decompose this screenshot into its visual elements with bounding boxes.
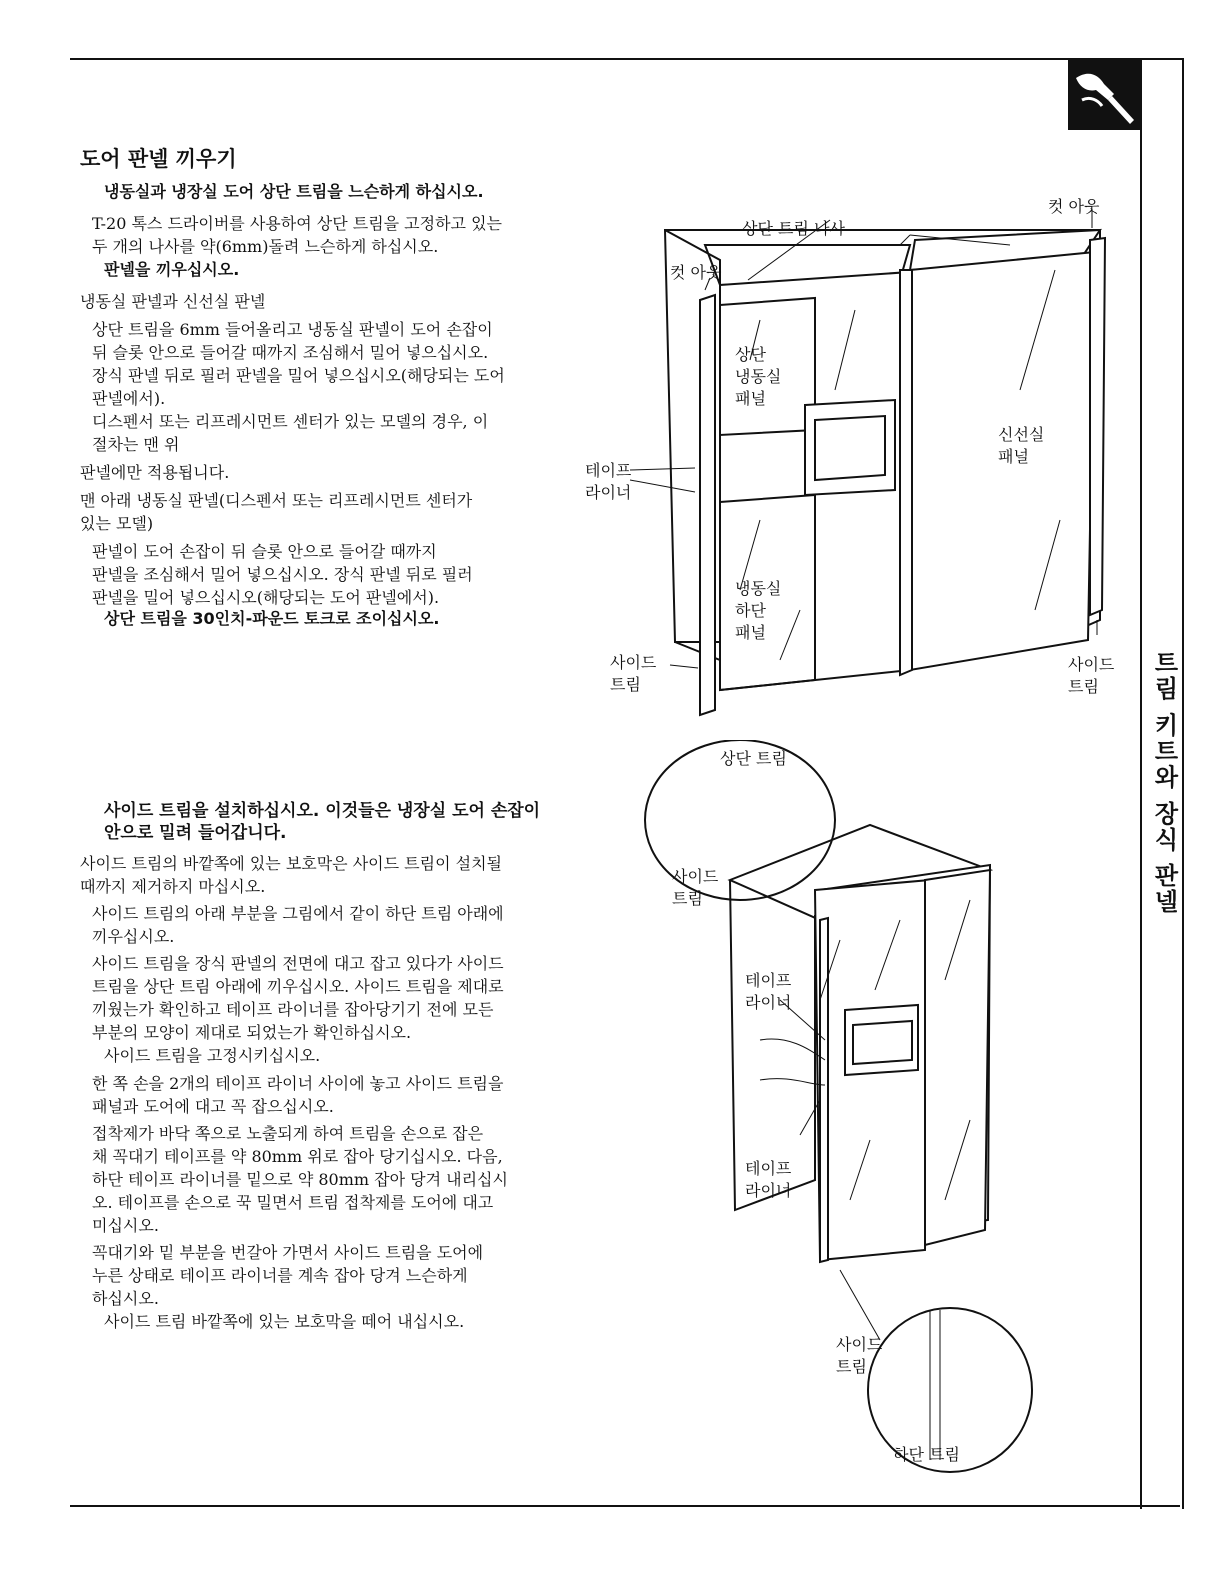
label-lower-freezer-2: 하단 xyxy=(735,601,766,620)
bottom-rule xyxy=(70,1505,1180,1507)
sub-1-line-6: 절차는 맨 위 xyxy=(92,435,180,454)
sub-1-line-1: 상단 트림을 6mm 들어올리고 냉동실 판넬이 도어 손잡이 xyxy=(92,320,493,339)
p3-3: 끼웠는가 확인하고 테이프 라이너를 잡아당기기 전에 모든 xyxy=(92,1000,494,1019)
p8: 사이드 트림 바깥쪽에 있는 보호막을 떼어 내십시오. xyxy=(104,1312,465,1331)
sub-1-line-7: 판넬에만 적용됩니다. xyxy=(80,463,230,482)
sub-2-title-2: 있는 모델) xyxy=(80,514,154,533)
label-top-trim-screw: 상단 트림 나사 xyxy=(742,219,845,238)
p6-1: 접착제가 바닥 쪽으로 노출되게 하여 트림을 손으로 잡은 xyxy=(92,1124,484,1143)
label-fresh-panel-1: 신선실 xyxy=(998,425,1045,444)
label-lower-freezer-1: 냉동실 xyxy=(735,579,782,598)
step-1-line-1: T-20 톡스 드라이버를 사용하여 상단 트림을 고정하고 있는 xyxy=(92,214,503,233)
sub-1-line-3: 장식 판넬 뒤로 필러 판넬을 밀어 넣으십시오(해당되는 도어 xyxy=(92,366,505,385)
label-upper-freezer-2: 냉동실 xyxy=(735,367,782,386)
sub-2-title-1: 맨 아래 냉동실 판넬(디스펜서 또는 리프레시먼트 센터가 xyxy=(80,491,473,510)
sub-1-line-2: 뒤 슬롯 안으로 들어갈 때까지 조심해서 밀어 넣으십시오. xyxy=(92,343,489,362)
p1-1: 사이드 트림의 바깥쪽에 있는 보호막은 사이드 트림이 설치될 xyxy=(80,854,503,873)
p2-1: 사이드 트림의 아래 부분을 그림에서 같이 하단 트림 아래에 xyxy=(92,904,504,923)
label-lower-freezer-3: 패널 xyxy=(735,623,766,642)
label-side-trim-left-1: 사이드 xyxy=(610,653,657,672)
side-trim-step-1: 사이드 트림을 설치하십시오. 이것들은 냉장실 도어 손잡이 xyxy=(104,801,541,821)
p6-2: 채 꼭대기 테이프를 약 80mm 위로 잡아 당기십시오. 다음, xyxy=(92,1147,503,1166)
label-cutout-right: 컷 아웃 xyxy=(1048,197,1100,216)
label-side-trim-bottom-2: 트림 xyxy=(836,1357,867,1376)
side-title: 트림 키트와 장식 판넬 xyxy=(1150,650,1178,916)
step-1-line-2: 두 개의 나사를 약(6mm)돌려 느슨하게 하십시오. xyxy=(92,237,439,256)
label-tape-liner-lower-2: 라이너 xyxy=(745,1181,792,1200)
p1-2: 때까지 제거하지 마십시오. xyxy=(80,877,266,896)
label-side-trim-top-1: 사이드 xyxy=(672,867,719,886)
sub-2-line-3: 판넬을 밀어 넣으십시오(해당되는 도어 판넬에서). xyxy=(92,588,440,607)
p3-2: 트림을 상단 트림 아래에 끼우십시오. 사이드 트림을 제대로 xyxy=(92,977,504,996)
p6-4: 오. 테이프를 손으로 꾹 밀면서 트림 접착제를 도어에 대고 xyxy=(92,1193,494,1212)
label-side-trim-top-2: 트림 xyxy=(672,889,703,908)
label-tape-liner-lower-1: 테이프 xyxy=(745,1159,792,1178)
label-bottom-trim: 하단 트림 xyxy=(893,1445,960,1464)
label-top-trim: 상단 트림 xyxy=(720,749,787,768)
p7-1: 꼭대기와 밑 부분을 번갈아 가면서 사이드 트림을 도어에 xyxy=(92,1243,484,1262)
section-title: 도어 판넬 끼우기 xyxy=(80,147,237,171)
sub-2-line-1: 판넬이 도어 손잡이 뒤 슬롯 안으로 들어갈 때까지 xyxy=(92,542,437,561)
p6-5: 미십시오. xyxy=(92,1216,159,1235)
step-1: 냉동실과 냉장실 도어 상단 트림을 느슨하게 하십시오. xyxy=(104,182,484,201)
p5-1: 한 쪽 손을 2개의 테이프 라이너 사이에 놓고 사이드 트림을 xyxy=(92,1074,504,1093)
step-2: 판넬을 끼우십시오. xyxy=(104,260,240,279)
p6-3: 하단 테이프 라이너를 밑으로 약 80mm 잡아 당겨 내리십시 xyxy=(92,1170,508,1189)
p5-2: 패널과 도어에 대고 꼭 잡으십시오. xyxy=(92,1097,334,1116)
p3-4: 부분의 모양이 제대로 되었는가 확인하십시오. xyxy=(92,1023,412,1042)
step-3: 상단 트림을 30인치-파운드 토크로 조이십시오. xyxy=(104,609,440,628)
label-side-trim-right-1: 사이드 xyxy=(1068,655,1115,674)
sub-1-line-4: 판넬에서). xyxy=(92,389,166,408)
label-side-trim-right-2: 트림 xyxy=(1068,677,1099,696)
p2-2: 끼우십시오. xyxy=(92,927,175,946)
label-upper-freezer-3: 패널 xyxy=(735,389,766,408)
p4: 사이드 트림을 고정시키십시오. xyxy=(104,1046,321,1065)
label-tape-liner-1: 테이프 xyxy=(585,461,632,480)
sub-2-line-2: 판넬을 조심해서 밀어 넣으십시오. 장식 판넬 뒤로 필러 xyxy=(92,565,473,584)
label-fresh-panel-2: 패널 xyxy=(998,447,1029,466)
label-tape-liner-2: 라이너 xyxy=(585,483,632,502)
top-rule xyxy=(70,58,1140,60)
label-tape-liner-upper-2: 라이너 xyxy=(745,993,792,1012)
p7-2: 누른 상태로 테이프 라이너를 계속 잡아 당겨 느슨하게 xyxy=(92,1266,468,1285)
label-cutout-left: 컷 아웃 xyxy=(670,263,722,282)
refrigerator-panel-figure xyxy=(580,190,1140,730)
sub-1-title: 냉동실 판넬과 신선실 판넬 xyxy=(80,292,266,311)
sub-1-line-5: 디스펜서 또는 리프레시먼트 센터가 있는 모델의 경우, 이 xyxy=(92,412,489,431)
p3-1: 사이드 트림을 장식 판넬의 전면에 대고 잡고 있다가 사이드 xyxy=(92,954,504,973)
label-tape-liner-upper-1: 테이프 xyxy=(745,971,792,990)
side-trim-step-2: 안으로 밀려 들어갑니다. xyxy=(104,823,287,843)
label-upper-freezer-1: 상단 xyxy=(735,345,766,364)
label-side-trim-bottom-1: 사이드 xyxy=(836,1335,883,1354)
label-side-trim-left-2: 트림 xyxy=(610,675,641,694)
hand-screwdriver-icon xyxy=(1068,60,1140,130)
p7-3: 하십시오. xyxy=(92,1289,159,1308)
